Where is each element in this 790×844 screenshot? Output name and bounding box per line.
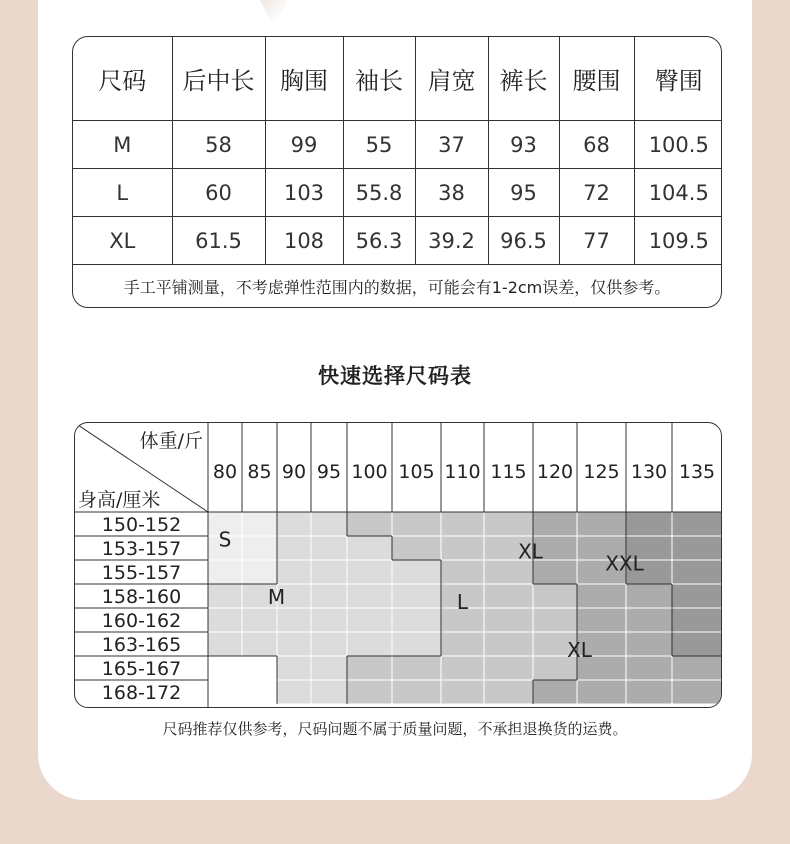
grid-cell — [208, 608, 242, 632]
grid-cell — [484, 560, 533, 584]
grid-cell — [208, 632, 242, 656]
table-cell: 55 — [343, 121, 415, 169]
table-cell: 60 — [172, 169, 265, 217]
weight-label: 110 — [444, 461, 481, 483]
grid-cell — [577, 584, 626, 608]
table-row — [73, 169, 722, 217]
grid-cell — [484, 512, 533, 536]
header-back-length: 后中长 — [172, 37, 265, 121]
grid-cell — [441, 536, 484, 560]
grid-cell — [242, 680, 277, 704]
size-zone-label: XL — [518, 539, 543, 564]
grid-cell — [208, 584, 242, 608]
size-zone-label: XXL — [605, 551, 644, 576]
table-cell: 108 — [265, 217, 343, 265]
weight-label: 90 — [281, 461, 307, 483]
table-cell: 38 — [415, 169, 488, 217]
grid-cell — [484, 584, 533, 608]
grid-cell — [626, 608, 672, 632]
grid-cell — [311, 584, 347, 608]
grid-cell — [311, 608, 347, 632]
size-zone-label: M — [267, 585, 286, 609]
grid-cell — [577, 512, 626, 536]
grid-cell — [208, 680, 242, 704]
grid-cell — [533, 584, 577, 608]
grid-cell — [347, 680, 392, 704]
quick-select-title: 快速选择尺码表 — [318, 364, 472, 388]
grid-cell — [392, 680, 441, 704]
table-cell: 95 — [488, 169, 559, 217]
table-cell: 61.5 — [172, 217, 265, 265]
grid-cell — [533, 512, 577, 536]
weight-label: 125 — [583, 461, 620, 483]
size-zone-label: XL — [567, 637, 592, 662]
grid-cell — [672, 632, 722, 656]
grid-cell — [533, 560, 577, 584]
grid-cell — [626, 680, 672, 704]
height-label: 155-157 — [101, 562, 182, 584]
grid-cell — [392, 536, 441, 560]
weight-label: 100 — [351, 461, 388, 483]
grid-cell — [277, 560, 311, 584]
grid-cell — [672, 560, 722, 584]
grid-cell — [311, 560, 347, 584]
height-label: 163-165 — [101, 634, 182, 656]
height-axis-label: 身高/厘米 — [78, 489, 161, 511]
grid-cell — [242, 536, 277, 560]
grid-cell — [277, 680, 311, 704]
height-label: 150-152 — [101, 514, 182, 536]
grid-cell — [277, 656, 311, 680]
grid-cell — [347, 512, 392, 536]
grid-cell — [311, 656, 347, 680]
table-cell: 72 — [559, 169, 634, 217]
height-label: 153-157 — [101, 538, 182, 560]
table-cell: 100.5 — [634, 121, 722, 169]
weight-label: 115 — [490, 461, 527, 483]
table-cell: L — [73, 169, 172, 217]
grid-cell — [484, 656, 533, 680]
grid-cell — [672, 656, 722, 680]
weight-label: 95 — [316, 461, 342, 483]
table-cell: 93 — [488, 121, 559, 169]
measurement-note: 手工平铺测量，不考虑弹性范围内的数据，可能会有1-2cm误差，仅供参考。 — [123, 278, 671, 297]
grid-cell — [242, 608, 277, 632]
grid-cell — [392, 560, 441, 584]
grid-cell — [311, 536, 347, 560]
grid-cell — [392, 608, 441, 632]
grid-cell — [672, 512, 722, 536]
header-hip: 臀围 — [634, 37, 722, 121]
grid-cell — [672, 608, 722, 632]
table-cell: M — [73, 121, 172, 169]
grid-cell — [392, 512, 441, 536]
grid-cell — [311, 512, 347, 536]
grid-cell — [347, 536, 392, 560]
grid-cell — [311, 680, 347, 704]
grid-cell — [242, 560, 277, 584]
size-recommendation-grid — [74, 422, 722, 708]
grid-cell — [392, 584, 441, 608]
grid-cell — [242, 632, 277, 656]
table-cell: XL — [73, 217, 172, 265]
header-size: 尺码 — [73, 37, 172, 121]
header-pants-length: 裤长 — [488, 37, 559, 121]
height-label: 165-167 — [101, 658, 182, 680]
grid-cell — [626, 656, 672, 680]
size-zone-label: L — [456, 589, 469, 614]
weight-label: 85 — [247, 461, 272, 483]
table-cell: 55.8 — [343, 169, 415, 217]
grid-cell — [347, 656, 392, 680]
grid-cell — [533, 680, 577, 704]
table-cell: 39.2 — [415, 217, 488, 265]
size-measurement-table — [72, 36, 722, 308]
header-chest: 胸围 — [265, 37, 343, 121]
grid-cell — [672, 680, 722, 704]
decorative-notch — [260, 0, 288, 28]
grid-cell — [277, 512, 311, 536]
grid-cell — [311, 632, 347, 656]
grid-cell — [577, 680, 626, 704]
grid-cell — [347, 584, 392, 608]
height-label: 158-160 — [101, 586, 182, 608]
table-cell: 103 — [265, 169, 343, 217]
table-cell: 58 — [172, 121, 265, 169]
grid-cell — [577, 608, 626, 632]
grid-cell — [441, 680, 484, 704]
table-cell: 68 — [559, 121, 634, 169]
table-cell: 56.3 — [343, 217, 415, 265]
header-shoulder: 肩宽 — [415, 37, 488, 121]
grid-cell — [347, 608, 392, 632]
weight-label: 120 — [536, 461, 574, 483]
grid-cell — [484, 680, 533, 704]
header-waist: 腰围 — [559, 37, 634, 121]
grid-cell — [626, 584, 672, 608]
grid-cell — [277, 536, 311, 560]
grid-cell — [208, 656, 242, 680]
table-cell: 99 — [265, 121, 343, 169]
table-cell: 37 — [415, 121, 488, 169]
grid-cell — [242, 656, 277, 680]
height-label: 168-172 — [101, 682, 182, 704]
grid-cell — [626, 512, 672, 536]
footer-note: 尺码推荐仅供参考，尺码问题不属于质量问题，不承担退换货的运费。 — [162, 720, 628, 738]
grid-cell — [484, 608, 533, 632]
weight-label: 130 — [630, 461, 668, 483]
height-label: 160-162 — [101, 610, 182, 632]
grid-cell — [441, 656, 484, 680]
grid-cell — [242, 512, 277, 536]
grid-cell — [626, 632, 672, 656]
weight-label: 80 — [212, 461, 238, 483]
grid-cell — [672, 536, 722, 560]
weight-label: 135 — [678, 461, 716, 483]
grid-cell — [484, 632, 533, 656]
grid-cell — [208, 560, 242, 584]
grid-cell — [392, 656, 441, 680]
grid-cell — [347, 560, 392, 584]
grid-cell — [441, 512, 484, 536]
grid-cell — [392, 632, 441, 656]
grid-cell — [441, 560, 484, 584]
grid-cell — [277, 608, 311, 632]
grid-cell — [277, 632, 311, 656]
size-zone-label: S — [218, 527, 232, 552]
grid-cell — [347, 632, 392, 656]
table-cell: 104.5 — [634, 169, 722, 217]
table-cell: 77 — [559, 217, 634, 265]
grid-cell — [672, 584, 722, 608]
table-cell: 96.5 — [488, 217, 559, 265]
size-table-header-row — [73, 37, 722, 121]
weight-label: 105 — [398, 461, 435, 483]
header-sleeve: 袖长 — [343, 37, 415, 121]
grid-cell — [441, 632, 484, 656]
grid-cell — [533, 608, 577, 632]
table-row — [73, 217, 722, 265]
weight-axis-label: 体重/斤 — [139, 430, 203, 452]
size-grid-svg — [75, 423, 722, 708]
table-row — [73, 121, 722, 169]
table-cell: 109.5 — [634, 217, 722, 265]
